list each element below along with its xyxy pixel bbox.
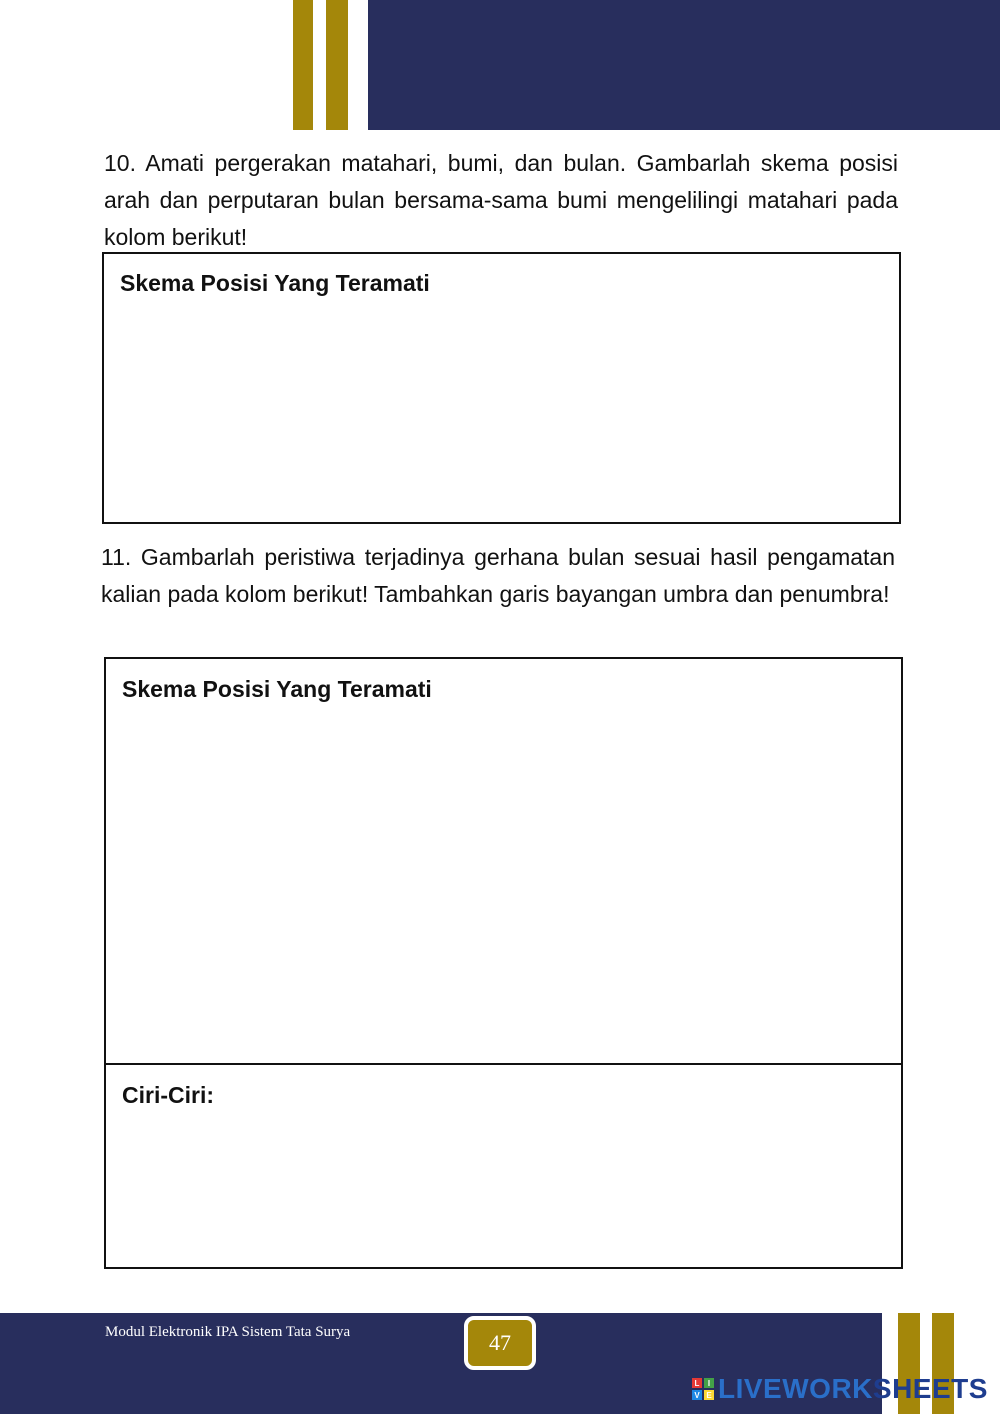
question-11-features-box[interactable]	[104, 1063, 903, 1269]
question-10-text: 10. Amati pergerakan matahari, bumi, dan bulan. Gambarlah skema posisi arah dan perputaran bulan bersama-sama bumi mengelilingi matahari pada kolom berikut!	[104, 150, 898, 250]
question-11-text: 11. Gambarlah peristiwa terjadinya gerhana bulan sesuai hasil pengamatan kalian pada kolom berikut! Tambahkan garis bayangan umbra dan penumbra!	[101, 544, 895, 607]
question-11-answer-box[interactable]	[104, 657, 903, 1066]
question-10-box-title: Skema Posisi Yang Teramati	[120, 270, 430, 296]
page-number: 47	[464, 1316, 536, 1370]
header-gold-bar-right	[326, 0, 348, 130]
liveworksheets-logo-icon: L I V E	[692, 1378, 714, 1400]
question-11-features-title: Ciri-Ciri:	[122, 1082, 214, 1108]
header-gold-bar-left	[293, 0, 313, 130]
liveworksheets-logo	[692, 1374, 988, 1404]
liveworksheets-text-part1: LIVEWORK	[718, 1373, 873, 1404]
footer-module-title: Modul Elektronik IPA Sistem Tata Surya	[105, 1324, 351, 1340]
question-10-answer-box[interactable]	[102, 252, 901, 524]
question-11-box-title: Skema Posisi Yang Teramati	[122, 676, 432, 702]
liveworksheets-text-part2: SHEETS	[872, 1373, 988, 1404]
header-navy-block	[368, 0, 1000, 130]
